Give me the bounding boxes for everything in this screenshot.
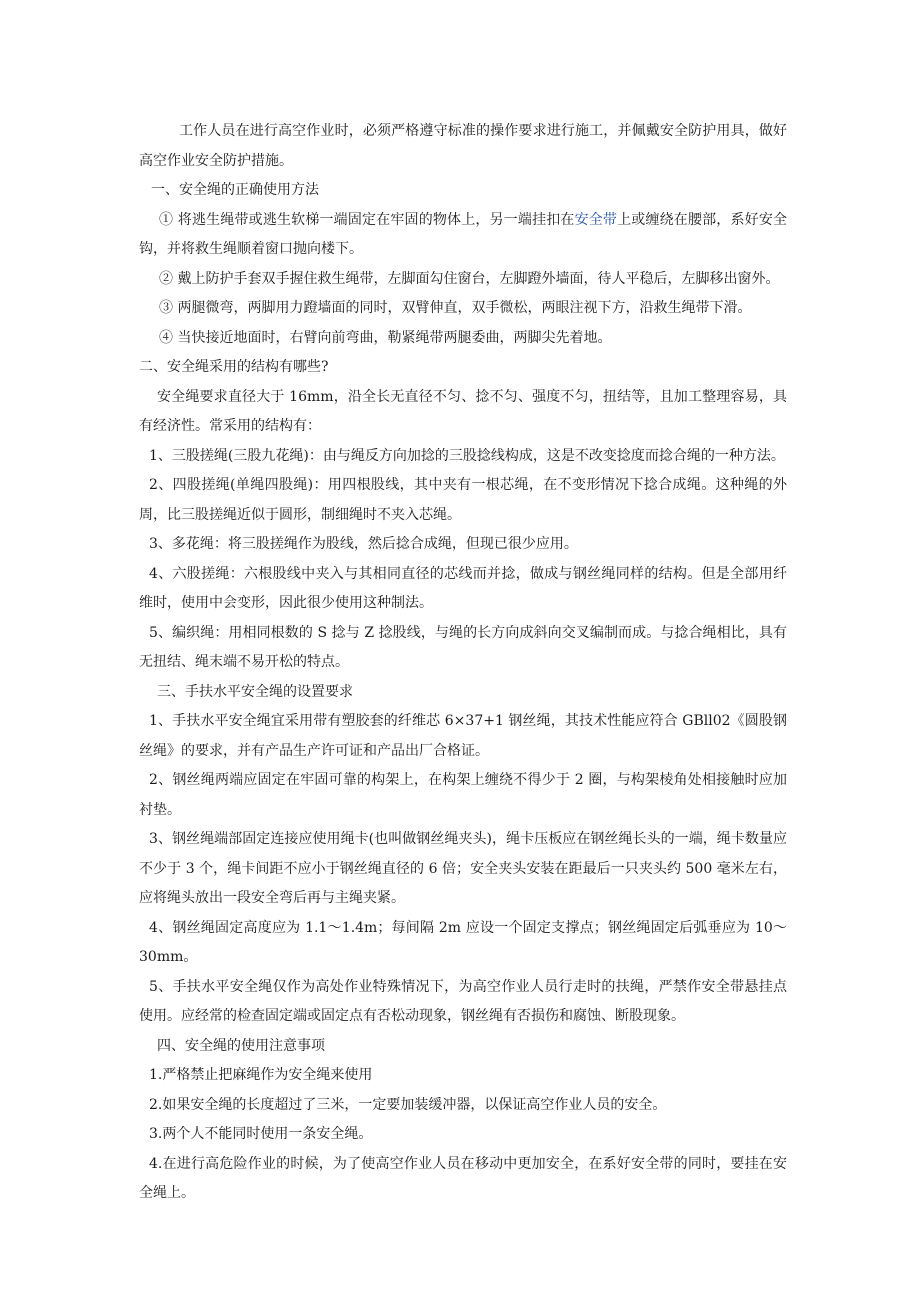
section2-item: 5、编织绳：用相同根数的 S 捻与 Z 捻股线，与绳的长方向成斜向交叉编制而成。与捻合绳相比，具有无扭结、绳末端不易开松的特点。	[139, 624, 787, 670]
section2-heading: 二、安全绳采用的结构有哪些?	[139, 359, 329, 375]
section2-item: 3、多花绳：将三股搓绳作为股线，然后捻合成绳，但现已很少应用。	[149, 536, 578, 552]
section1-step2: ② 戴上防护手套双手握住救生绳带，左脚面勾住窗台，左脚蹬外墙面，待人平稳后，左脚移出窗外。	[159, 270, 780, 287]
intro-paragraph: 工作人员在进行高空作业时，必须严格遵守标准的操作要求进行施工，并佩戴安全防护用具，做好高空作业安全防护措施。	[139, 123, 787, 169]
section2-item: 4、六股搓绳：六根股线中夹入与其相同直径的芯线而并捻，做成与钢丝绳同样的结构。但是全部用纤维时，使用中会变形，因此很少使用这种制法。	[139, 565, 787, 611]
section2-item: 1、三股搓绳(三股九花绳)：由与绳反方向加捻的三股捻线构成，这是不改变捻度而捻合绳的一种方法。	[149, 447, 785, 464]
section4-item: 1.严格禁止把麻绳作为安全绳来使用	[149, 1067, 373, 1083]
section4-item: 3.两个人不能同时使用一条安全绳。	[149, 1126, 373, 1142]
section3-item: 5、手扶水平安全绳仅作为高处作业特殊情况下，为高空作业人员行走时的扶绳，严禁作安全带悬挂点使用。应经常的检查固定端或固定点有否松动现象，钢丝绳有否损伤和腐蚀、断股现象。	[139, 978, 787, 1024]
safety-belt-link[interactable]: 安全带	[574, 211, 618, 228]
section3-item: 4、钢丝绳固定高度应为 1.1～1.4m；每间隔 2m 应设一个固定支撑点；钢丝绳固定后弧垂应为 10～30mm。	[139, 919, 787, 965]
section1-heading: 一、安全绳的正确使用方法	[151, 182, 319, 198]
section3-item: 2、钢丝绳两端应固定在牢固可靠的构架上，在构架上缠绕不得少于 2 圈，与构架棱角处相接触时应加衬垫。	[139, 772, 787, 818]
section1-step3: ③ 两腿微弯，两脚用力蹬墙面的同时，双臂伸直，双手微松，两眼注视下方，沿救生绳带下滑。	[159, 300, 752, 316]
section3-item: 3、钢丝绳端部固定连接应使用绳卡(也叫做钢丝绳夹头)，绳卡压板应在钢丝绳长头的一端，绳卡数量应不少于 3 个，绳卡间距不应小于钢丝绳直径的 6 倍；安全夹头安装在距最后一只夹头约 500 毫米左右，应将绳头放出一段安全弯后再与主绳夹紧。	[139, 831, 787, 906]
section4-heading: 四、安全绳的使用注意事项	[157, 1037, 325, 1054]
document-page	[139, 117, 787, 1209]
section3-heading: 三、手扶水平安全绳的设置要求	[157, 683, 353, 700]
section2-intro: 安全绳要求直径大于 16mm，沿全长无直径不匀、捻不匀、强度不匀，扭结等，且加工整理容易，具有经济性。常采用的结构有：	[139, 388, 787, 434]
section3-item: 1、手扶水平安全绳宜采用带有塑胶套的纤维芯 6×37+1 钢丝绳，其技术性能应符合 GBll02《圆股钢丝绳》的要求，并有产品生产许可证和产品出厂合格证。	[139, 713, 787, 759]
section2-item: 2、四股搓绳(单绳四股绳)：用四根股线，其中夹有一根芯绳，在不变形情况下捻合成绳。这种绳的外周，比三股搓绳近似于圆形，制细绳时不夹入芯绳。	[139, 477, 787, 523]
section1-step1: ① 将逃生绳带或逃生软梯一端固定在牢固的物体上，另一端挂扣在安全带上或缠绕在腰部，系好安全钩，并将救生绳顺着窗口抛向楼下。	[139, 211, 787, 257]
section1-step4: ④ 当快接近地面时，右臂向前弯曲，勒紧绳带两腿委曲，两脚尖先着地。	[159, 329, 612, 346]
section4-item: 2.如果安全绳的长度超过了三米，一定要加装缓冲器，以保证高空作业人员的安全。	[149, 1096, 667, 1113]
section4-item: 4.在进行高危险作业的时候，为了使高空作业人员在移动中更加安全，在系好安全带的同时，要挂在安全绳上。	[139, 1155, 787, 1201]
